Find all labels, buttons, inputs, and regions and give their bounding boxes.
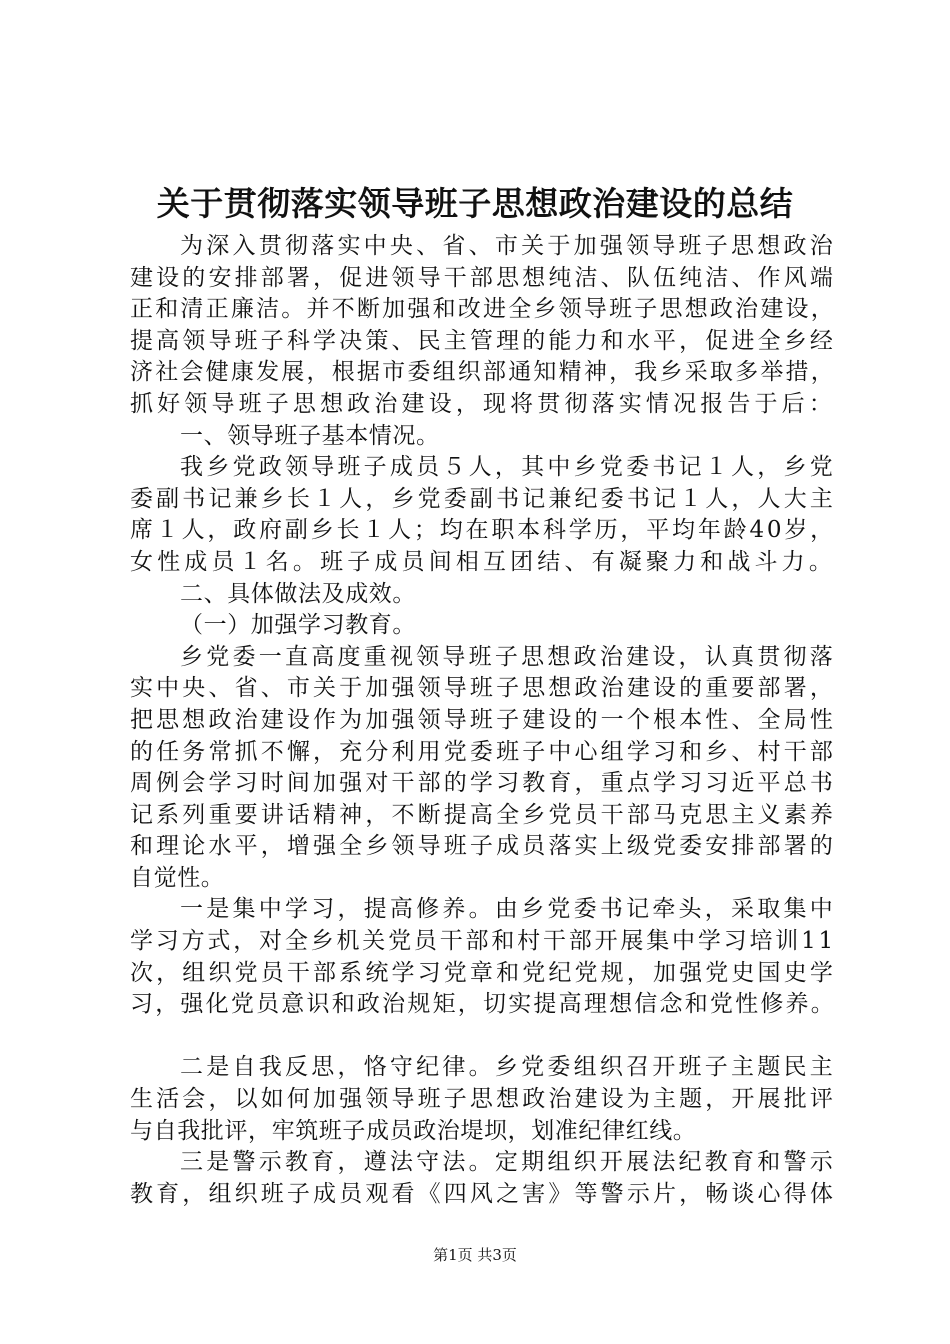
text-line: 学习方式，对全乡机关党员干部和村干部开展集中学习培训11 [130,928,836,955]
text-line: 记系列重要讲话精神，不断提高全乡党员干部马克思主义素养 [130,801,836,828]
text-line: 实中央、省、市关于加强领导班子思想政治建设的重要部署， [130,675,836,702]
text-line: 正和清正廉洁。并不断加强和改进全乡领导班子思想政治建设， [130,296,836,323]
text-line: 女性成员１名。班子成员间相互团结、有凝聚力和战斗力。 [130,548,836,575]
text-line: 次，组织党员干部系统学习党章和党纪党规，加强党史国史学 [130,959,836,986]
text-line: 习，强化党员意识和政治规矩，切实提高理想信念和党性修养。 [130,991,836,1018]
text-line: 与自我批评，牢筑班子成员政治堤坝，划准纪律红线。 [130,1117,697,1144]
text-line: 一、领导班子基本情况。 [180,422,440,449]
text-line: 二、具体做法及成效。 [180,580,416,607]
text-line: 生活会，以如何加强领导班子思想政治建设为主题，开展批评 [130,1086,836,1113]
text-line: 乡党委一直高度重视领导班子思想政治建设，认真贯彻落 [180,643,836,670]
text-line: 的任务常抓不懈，充分利用党委班子中心组学习和乡、村干部 [130,738,836,765]
text-line: 三是警示教育，遵法守法。定期组织开展法纪教育和警示 [180,1149,836,1176]
text-line: 一是集中学习，提高修养。由乡党委书记牵头，采取集中 [180,896,836,923]
text-line: 建设的安排部署，促进领导干部思想纯洁、队伍纯洁、作风端 [130,264,836,291]
text-line: 为深入贯彻落实中央、省、市关于加强领导班子思想政治 [180,233,836,259]
document-title: 关于贯彻落实领导班子思想政治建设的总结 [156,184,794,223]
text-line: 提高领导班子科学决策、民主管理的能力和水平，促进全乡经 [130,327,836,354]
text-line: 二是自我反思，恪守纪律。乡党委组织召开班子主题民主 [180,1054,836,1081]
text-line: （一）加强学习教育。 [180,612,416,639]
text-line: 抓好领导班子思想政治建设，现将贯彻落实情况报告于后： [130,390,836,417]
document-body [130,231,836,1210]
text-line: 教育，组织班子成员观看《四风之害》等警示片，畅谈心得体 [130,1180,836,1207]
text-line: 和理论水平，增强全乡领导班子成员落实上级党委安排部署的 [130,833,836,860]
text-line: 我乡党政领导班子成员５人，其中乡党委书记１人，乡党 [180,454,836,481]
text-line: 把思想政治建设作为加强领导班子建设的一个根本性、全局性 [130,706,836,733]
page-footer: 第1页 共3页 [433,1246,517,1264]
text-line: 委副书记兼乡长１人，乡党委副书记兼纪委书记１人，人大主 [130,485,836,512]
blank-line [130,1021,836,1053]
text-line: 济社会健康发展，根据市委组织部通知精神，我乡采取多举措， [130,359,836,386]
text-line: 自觉性。 [130,864,225,891]
text-line: 席１人，政府副乡长１人；均在职本科学历，平均年龄40岁， [130,517,836,544]
text-line: 周例会学习时间加强对干部的学习教育，重点学习习近平总书 [130,770,836,797]
